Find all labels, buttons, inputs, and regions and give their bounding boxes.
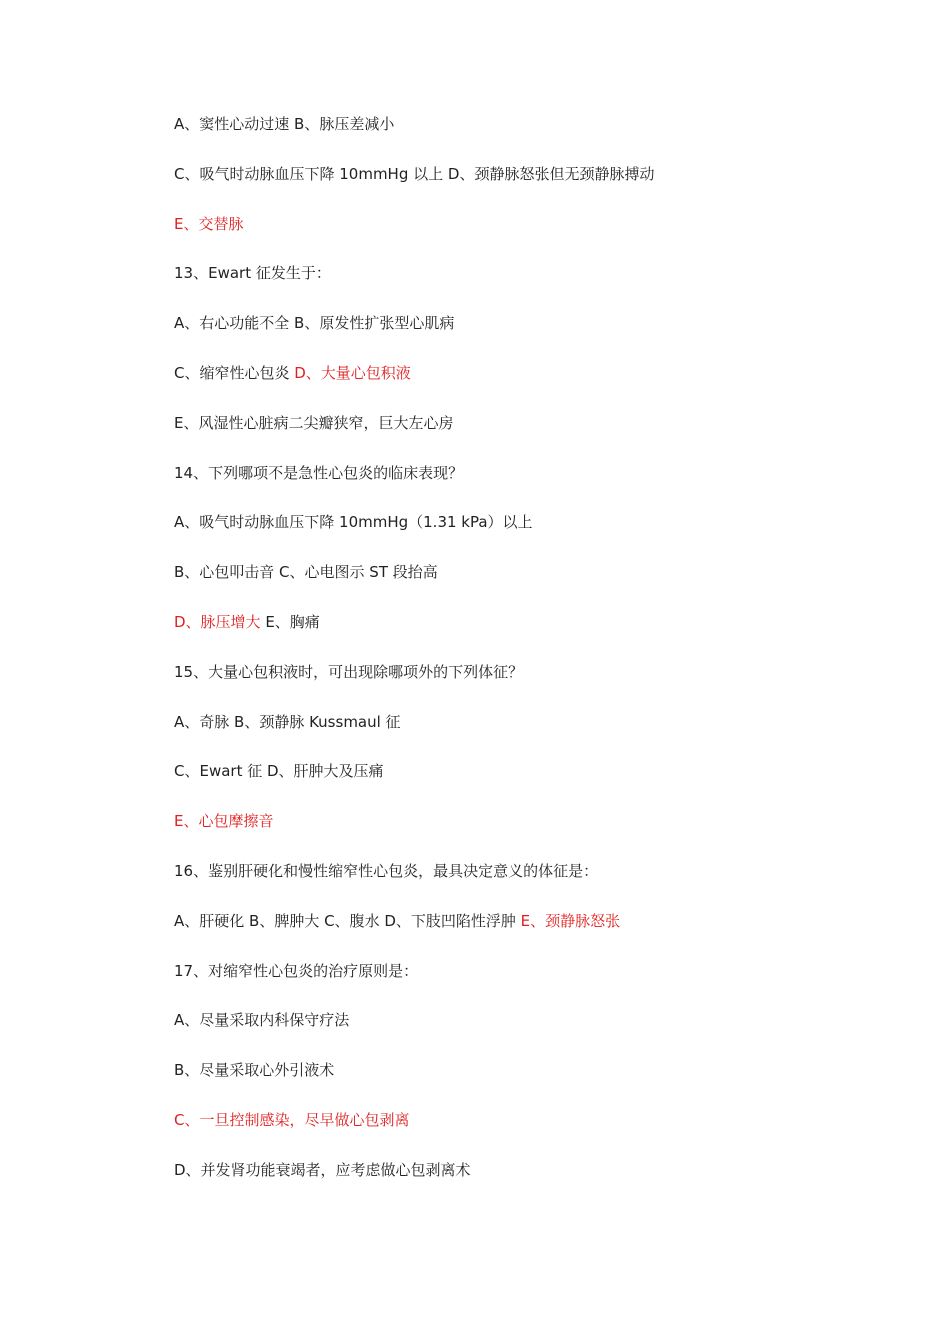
text-line xyxy=(174,648,874,698)
question-text: 13、Ewart 征发生于： xyxy=(174,264,331,283)
text-line xyxy=(174,1096,874,1146)
text-line xyxy=(174,1146,874,1196)
question-text: A、吸气时动脉血压下降 10mmHg（1.31 kPa）以上 xyxy=(174,513,533,532)
question-text: D、并发肾功能衰竭者，应考虑做心包剥离术 xyxy=(174,1160,471,1179)
question-text: C、吸气时动脉血压下降 10mmHg 以上 D、颈静脉怒张但无颈静脉搏动 xyxy=(174,164,655,183)
text-line xyxy=(174,548,874,598)
text-line xyxy=(174,150,874,200)
text-line xyxy=(174,449,874,499)
answer-option-text: D、脉压增大 xyxy=(174,612,261,631)
question-list xyxy=(174,100,874,1196)
text-line xyxy=(174,498,874,548)
text-line xyxy=(174,598,874,648)
question-text: 15、大量心包积液时，可出现除哪项外的下列体征？ xyxy=(174,662,524,681)
text-line xyxy=(174,897,874,947)
text-line xyxy=(174,996,874,1046)
question-text: E、风湿性心脏病二尖瓣狭窄，巨大左心房 xyxy=(174,413,454,432)
answer-option-text: C、一旦控制感染，尽早做心包剥离 xyxy=(174,1110,410,1129)
question-text: 16、鉴别肝硬化和慢性缩窄性心包炎，最具决定意义的体征是： xyxy=(174,861,599,880)
question-text: A、尽量采取内科保守疗法 xyxy=(174,1011,350,1030)
text-line xyxy=(174,698,874,748)
text-line xyxy=(174,200,874,250)
answer-option-text: D、大量心包积液 xyxy=(294,363,411,382)
answer-option-text: E、颈静脉怒张 xyxy=(520,911,621,930)
text-line xyxy=(174,399,874,449)
text-line xyxy=(174,747,874,797)
text-line xyxy=(174,847,874,897)
question-text: C、Ewart 征 D、肝肿大及压痛 xyxy=(174,762,384,781)
question-text: A、窦性心动过速 B、脉压差减小 xyxy=(174,115,395,133)
text-line xyxy=(174,249,874,299)
text-line xyxy=(174,100,874,150)
question-text: A、右心功能不全 B、原发性扩张型心肌病 xyxy=(174,314,455,333)
text-line xyxy=(174,349,874,399)
question-text: B、心包叩击音 C、心电图示 ST 段抬高 xyxy=(174,563,438,582)
question-text: E、胸痛 xyxy=(260,612,320,631)
text-line xyxy=(174,299,874,349)
text-line xyxy=(174,1046,874,1096)
answer-option-text: E、交替脉 xyxy=(174,214,244,233)
question-text: A、奇脉 B、颈静脉 Kussmaul 征 xyxy=(174,712,401,731)
text-line xyxy=(174,797,874,847)
question-text: 14、下列哪项不是急性心包炎的临床表现？ xyxy=(174,463,464,482)
question-text: A、肝硬化 B、脾肿大 C、腹水 D、下肢凹陷性浮肿 xyxy=(174,911,521,930)
answer-option-text: E、心包摩擦音 xyxy=(174,812,274,831)
question-text: 17、对缩窄性心包炎的治疗原则是： xyxy=(174,961,419,980)
question-text: B、尽量采取心外引液术 xyxy=(174,1061,335,1080)
question-text: C、缩窄性心包炎 xyxy=(174,363,295,382)
text-line xyxy=(174,947,874,997)
